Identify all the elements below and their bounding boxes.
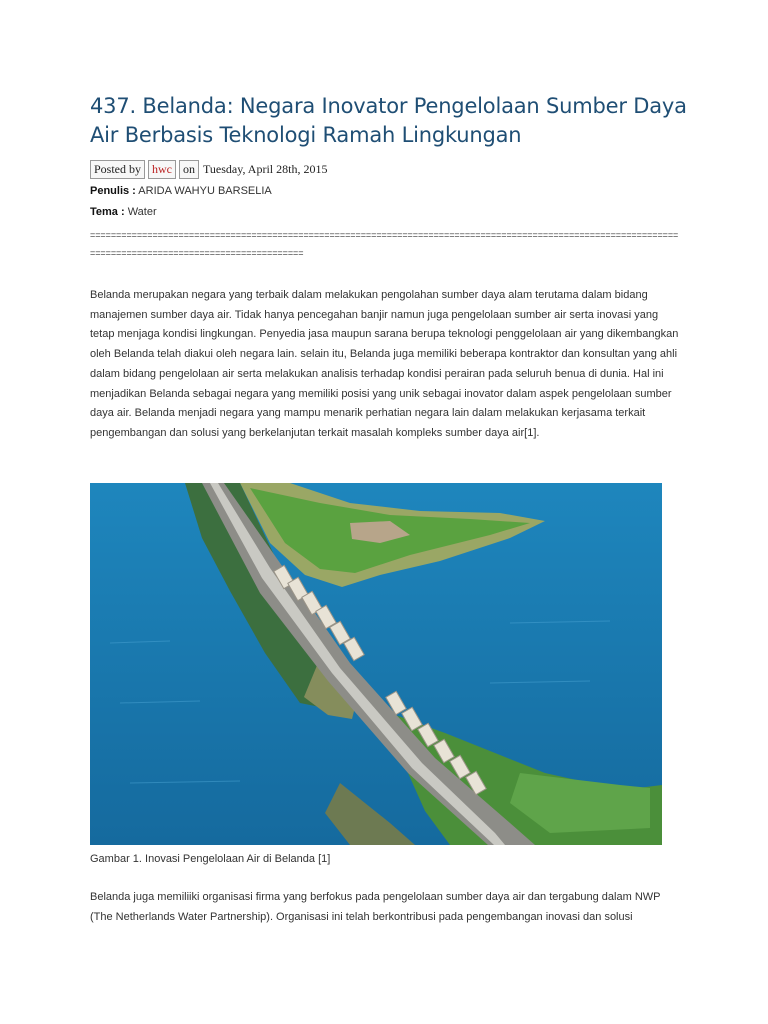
separator-line: ========================================================================================================================================================== [90,230,679,258]
photo-caption: Gambar 1. Inovasi Pengelolaan Air di Belanda [1] [90,853,331,865]
on-label: on [179,160,199,179]
post-date: Tuesday, April 28th, 2015 [203,162,328,176]
dam-photo-image [90,483,662,845]
tema-line [90,206,157,218]
tema-label: Tema : [90,206,125,218]
tema-value: Water [127,206,157,218]
penulis-value: ARIDA WAHYU BARSELIA [138,185,272,197]
article-title[interactable]: 437. Belanda: Negara Inovator Pengelolaan Sumber Daya Air Berbasis Teknologi Ramah Lingkungan [90,94,687,147]
posted-by-label: Posted by [90,160,145,179]
dam-photo [90,483,662,845]
author-link[interactable]: hwc [148,160,176,179]
penulis-label: Penulis : [90,185,136,197]
penulis-line [90,185,272,197]
paragraph-nwp: Belanda juga memiliiki organisasi firma yang berfokus pada pengelolaan sumber daya air dan tergabung dalam NWP (The Netherlands Water Partnership). Organisasi ini telah berkontribusi pada pengembangan inovasi dan solusi [90,891,661,923]
paragraph-intro: Belanda merupakan negara yang terbaik dalam melakukan pengolahan sumber daya alam terutama dalam bidang manajemen sumber daya air. Tidak hanya pencegahan banjir namun juga pengelolaan sumber air serta inovasi yang tetap menjaga kondisi lingkungan. Penyedia jasa maupun sarana berupa teknologi penggelolaan air yang dikembangkan oleh Belanda telah diakui oleh negara lain. selain itu, Belanda juga memiliki beberapa kontraktor dan konsultan yang ahli dalam bidang pengelolaan air serta melakukan analisis terhadap kondisi perairan pada seluruh benua di dunia. Hal ini menjadikan Belanda sebagai negara yang memiliki posisi yang unik sebagai inovator dalam aspek pengelolaan sumber daya air. Belanda menjadi negara yang mampu menarik perhatian negara lain dalam melakukan kerjasama terkait pengembangan dan solusi yang berkelanjutan terkait masalah kompleks sumber daya air[1]. [90,289,679,439]
post-meta [90,160,327,179]
